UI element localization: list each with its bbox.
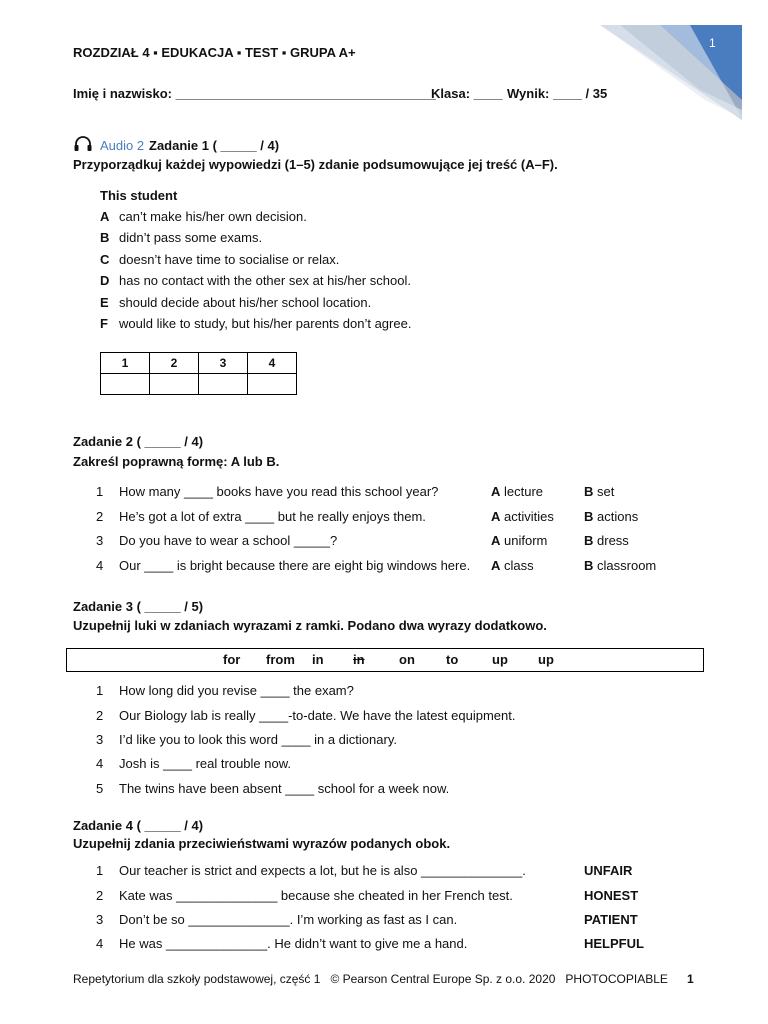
corner-decoration (0, 0, 768, 130)
box-word-example: in (353, 652, 365, 667)
answer-table (100, 352, 297, 395)
task3-title: Zadanie 3 ( _____ / 5) (73, 599, 204, 614)
box-word: for (223, 652, 241, 667)
box-word: in (312, 652, 324, 667)
box-word: up (492, 652, 508, 667)
task1-title: Zadanie 1 ( _____ / 4) (149, 138, 280, 153)
page-title: ROZDZIAŁ 4 ▪ EDUKACJA ▪ TEST ▪ GRUPA A+ (73, 45, 356, 60)
box-word: to (446, 652, 459, 667)
task4-title: Zadanie 4 ( _____ / 4) (73, 818, 204, 833)
page-number: 1 (709, 36, 716, 50)
box-word: from (266, 652, 295, 667)
class-label: Klasa: ____ (431, 86, 503, 101)
task1-instruction: Przyporządkuj każdej wypowiedzi (1–5) zdanie podsumowujące jej treść (A–F). (73, 157, 558, 172)
answer-cell[interactable] (150, 374, 199, 395)
task2-instruction: Zakreśl poprawną formę: A lub B. (73, 454, 280, 469)
score-label: Wynik: ____ / 35 (507, 86, 608, 101)
box-word: up (538, 652, 554, 667)
answer-cell[interactable] (199, 374, 248, 395)
headphones-icon (73, 136, 93, 152)
word-box (66, 648, 704, 672)
answer-cell[interactable] (101, 374, 150, 395)
answer-header: 4 (248, 353, 297, 374)
task3-instruction: Uzupełnij luki w zdaniach wyrazami z ramki. Podano dwa wyrazy dodatkowo. (73, 618, 547, 633)
task1-intro: This student (100, 188, 178, 203)
answer-header: 2 (150, 353, 199, 374)
name-label: Imię i nazwisko: ____________________________________ (73, 86, 436, 101)
audio-label: Audio 2 (100, 138, 145, 153)
footer-page-number: 1 (687, 972, 694, 986)
box-word: on (399, 652, 415, 667)
footer-text: Repetytorium dla szkoły podstawowej, część 1 © Pearson Central Europe Sp. z o.o. 2020 PHOTOCOPIABLE (73, 972, 668, 986)
task4-instruction: Uzupełnij zdania przeciwieństwami wyrazów podanych obok. (73, 836, 451, 851)
answer-header: 1 (101, 353, 150, 374)
answer-header: 3 (199, 353, 248, 374)
answer-cell[interactable] (248, 374, 297, 395)
task2-title: Zadanie 2 ( _____ / 4) (73, 434, 204, 449)
